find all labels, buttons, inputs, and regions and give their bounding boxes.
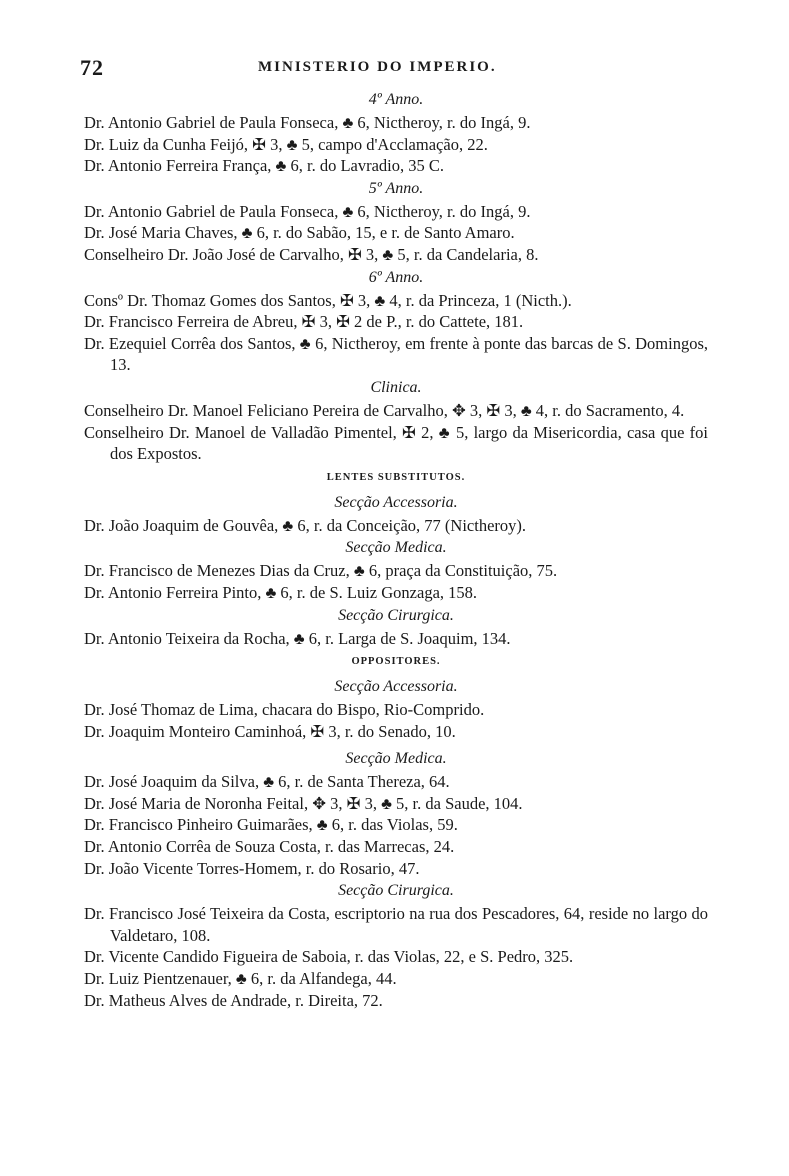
list-item: Dr. Luiz Pientzenauer, ♣ 6, r. da Alfandega, 44. (84, 969, 397, 989)
page-header (80, 55, 710, 85)
list-item: Dr. Antonio Gabriel de Paula Fonseca, ♣ 6, Nictheroy, r. do Ingá, 9. (84, 113, 531, 132)
list-item: Dr. Ezequiel Corrêa dos Santos, ♣ 6, Nictheroy, em frente à ponte das barcas de S. Domingos, 13. (84, 333, 708, 375)
page-number: 72 (80, 55, 104, 80)
section-heading-4-anno: 4º Anno. (368, 91, 424, 108)
list-item: Dr. Antonio Gabriel de Paula Fonseca, ♣ 6, Nictheroy, r. do Ingá, 9. (84, 201, 531, 221)
page-body (84, 88, 708, 1011)
list-item: Dr. Antonio Corrêa de Souza Costa, r. das Marrecas, 24. (84, 837, 455, 857)
list-item: Dr. Vicente Candido Figueira de Saboia, r. das Violas, 22, e S. Pedro, 325. (84, 947, 574, 967)
list-item: Dr. José Maria Chaves, ♣ 6, r. do Sabão, 15, e r. de Santo Amaro. (84, 223, 515, 243)
subsection-heading-medica: Secção Medica. (345, 539, 447, 557)
section-heading-lentes-substitutos: LENTES SUBSTITUTOS. (326, 471, 466, 483)
section-heading-5-anno: 5º Anno. (368, 179, 424, 197)
subsection-heading-accessoria: Secção Accessoria. (334, 678, 458, 696)
section-heading-oppositores: OPPOSITORES. (351, 656, 441, 668)
list-item: Dr. Antonio Ferreira Pinto, ♣ 6, r. de S. Luiz Gonzaga, 158. (84, 582, 478, 602)
list-item: Dr. Francisco Ferreira de Abreu, ✠ 3, ✠ 2 de P., r. do Cattete, 181. (84, 312, 524, 332)
subsection-heading-accessoria: Secção Accessoria. (334, 493, 458, 511)
section-heading-6-anno: 6º Anno. (368, 268, 424, 286)
subsection-heading-medica: Secção Medica. (345, 750, 447, 768)
list-item: Dr. Francisco José Teixeira da Costa, escriptorio na rua dos Pescadores, 64, reside no largo do Valdetaro, 108. (84, 904, 708, 945)
list-item: Dr. Francisco Pinheiro Guimarães, ♣ 6, r. das Violas, 59. (84, 815, 458, 835)
list-item: Dr. José Joaquim da Silva, ♣ 6, r. de Santa Thereza, 64. (84, 772, 450, 792)
list-item: Consº Dr. Thomaz Gomes dos Santos, ✠ 3, ♣ 4, r. da Princeza, 1 (Nicth.). (84, 290, 572, 310)
list-item: Dr. Matheus Alves de Andrade, r. Direita, 72. (84, 990, 383, 1010)
list-item: Conselheiro Dr. Manoel de Valladão Pimentel, ✠ 2, ♣ 5, largo da Misericordia, casa que foi dos Expostos. (84, 422, 708, 464)
list-item: Dr. José Maria de Noronha Feital, ✥ 3, ✠ 3, ♣ 5, r. da Saude, 104. (84, 793, 523, 813)
running-title: MINISTERIO DO IMPERIO. (258, 59, 497, 75)
list-item: Dr. Luiz da Cunha Feijó, ✠ 3, ♣ 5, campo d'Acclamação, 22. (84, 134, 488, 154)
list-item: Dr. João Joaquim de Gouvêa, ♣ 6, r. da Conceição, 77 (Nictheroy). (84, 515, 527, 535)
list-item: Dr. Francisco de Menezes Dias da Cruz, ♣ 6, praça da Constituição, 75. (84, 561, 558, 581)
list-item: Dr. Antonio Teixeira da Rocha, ♣ 6, r. Larga de S. Joaquim, 134. (84, 628, 511, 648)
subsection-heading-cirurgica: Secção Cirurgica. (338, 882, 454, 900)
list-item: Dr. José Thomaz de Lima, chacara do Bispo, Rio-Comprido. (84, 700, 485, 720)
list-item: Dr. Antonio Ferreira França, ♣ 6, r. do Lavradio, 35 C. (84, 156, 445, 176)
list-item: Conselheiro Dr. Manoel Feliciano Pereira de Carvalho, ✥ 3, ✠ 3, ♣ 4, r. do Sacramento, 4. (84, 400, 685, 420)
list-item: Conselheiro Dr. João José de Carvalho, ✠ 3, ♣ 5, r. da Candelaria, 8. (84, 244, 539, 264)
list-item: Dr. Joaquim Monteiro Caminhoá, ✠ 3, r. do Senado, 10. (84, 721, 456, 741)
subsection-heading-cirurgica: Secção Cirurgica. (338, 606, 454, 624)
list-item: Dr. João Vicente Torres-Homem, r. do Rosario, 47. (84, 858, 420, 878)
section-heading-clinica: Clinica. (370, 378, 422, 396)
